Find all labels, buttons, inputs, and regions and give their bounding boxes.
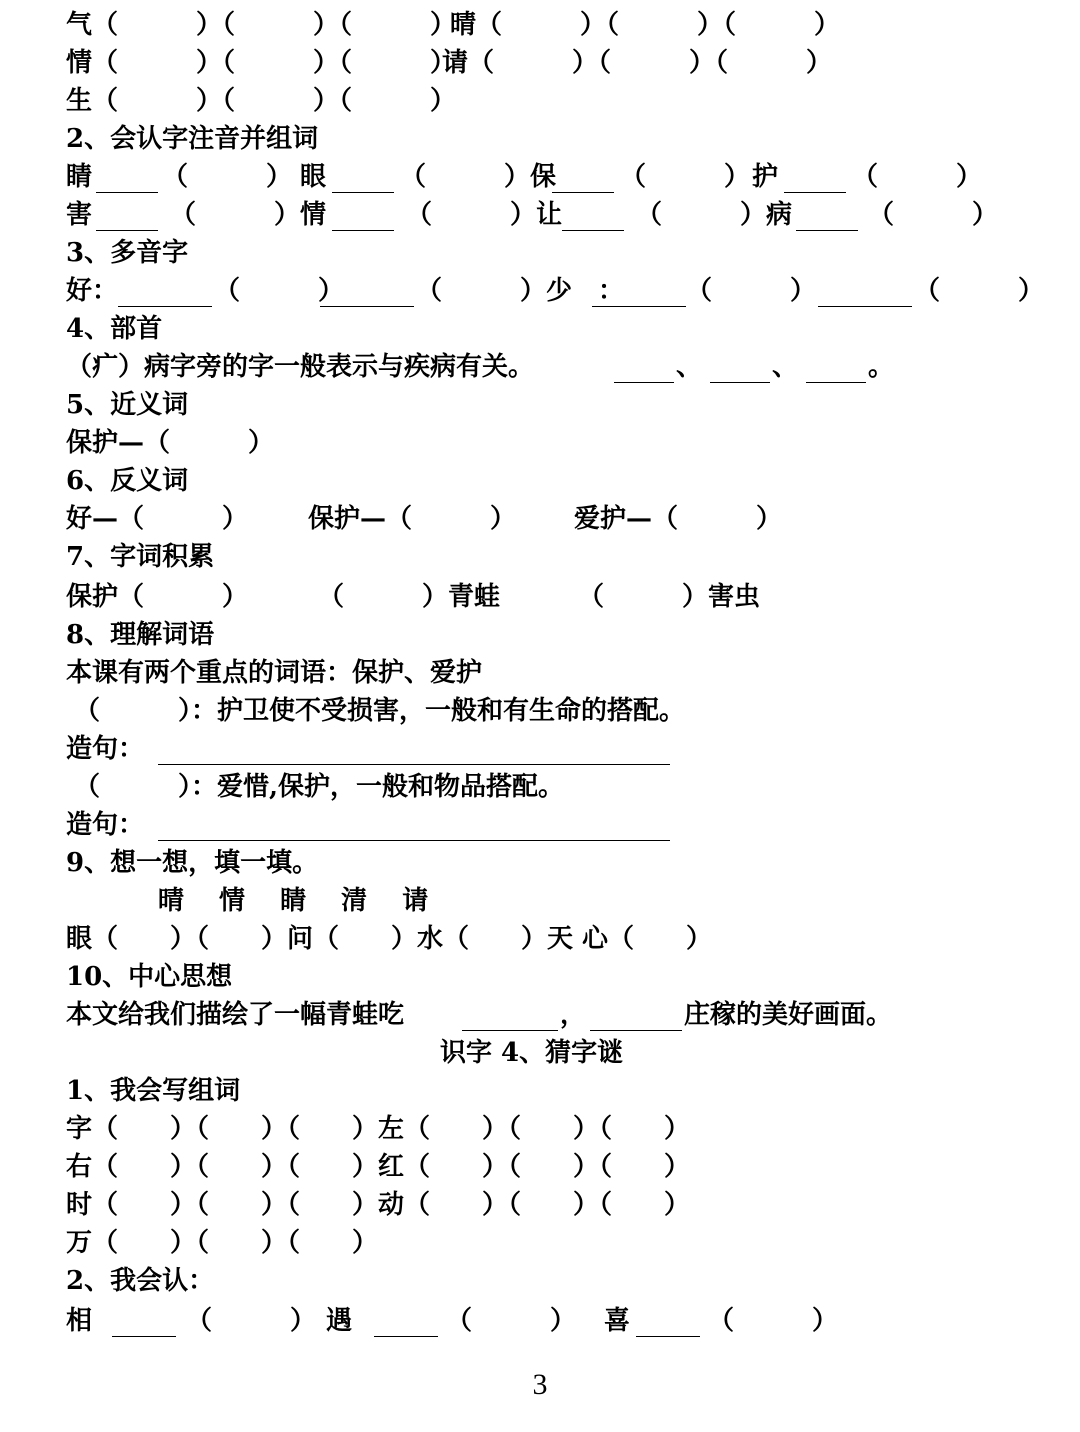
line-text: （ ） (170, 200, 301, 230)
line-text: 3、多音字 (66, 238, 189, 268)
line-text: （ ）保 (400, 162, 557, 192)
line-text: 气（ ）（ ）（ ） (66, 10, 457, 40)
line-text: 、 (772, 352, 799, 382)
answer-blank[interactable] (374, 1336, 438, 1337)
line-text: 眼 (300, 162, 327, 192)
line-text: （ ）：爱惜,保护，一般和物品搭配。 (74, 772, 565, 802)
line-text: 爱护—（ ） (574, 504, 783, 534)
section-title: 识字 4、猜字谜 (440, 1038, 624, 1068)
answer-blank[interactable] (118, 306, 212, 307)
line-text: 本课有两个重点的词语：保护、爱护 (66, 658, 483, 688)
line-text: 6、反义词 (66, 466, 189, 496)
line-text: 5、近义词 (66, 390, 189, 420)
line-text: 2、我会认： (66, 1266, 215, 1296)
line-text: 好： (66, 276, 119, 306)
answer-blank[interactable] (96, 230, 158, 231)
answer-blank[interactable] (552, 192, 614, 193)
line-text: 病 (766, 200, 793, 230)
line-text: ， (560, 1000, 587, 1030)
line-text: 。 (868, 352, 895, 382)
answer-blank[interactable] (784, 192, 846, 193)
answer-blank[interactable] (562, 230, 624, 231)
line-text: 1、我会写组词 (66, 1076, 241, 1106)
line-text: 情（ ）（ ）（ ） (66, 48, 457, 78)
line-text: （ ） (214, 276, 345, 306)
line-text: （ ） (686, 276, 817, 306)
line-text: （ ） (186, 1306, 317, 1336)
answer-blank[interactable] (332, 192, 394, 193)
line-text: 字（ ）（ ）（ ）左（ ）（ ）（ ） (66, 1114, 691, 1144)
line-text: 晴（ ）（ ）（ ） (450, 10, 841, 40)
answer-blank[interactable] (806, 382, 866, 383)
line-text: （ ） (446, 1306, 577, 1336)
line-text: 护 (752, 162, 779, 192)
answer-blank[interactable] (796, 230, 858, 231)
line-text: 4、部首 (66, 314, 163, 344)
sentence-blank[interactable] (158, 840, 670, 841)
line-text: 造句： (66, 734, 145, 764)
line-text: 相 (66, 1306, 93, 1336)
answer-blank[interactable] (818, 306, 912, 307)
line-text: （ ） (914, 276, 1045, 306)
line-text: 保护—（ ） (308, 504, 517, 534)
line-text: （ ） (852, 162, 983, 192)
line-text: 喜 (604, 1306, 631, 1336)
line-text: （ ）让 (406, 200, 563, 230)
answer-blank[interactable] (320, 306, 414, 307)
line-text: 10、中心思想 (66, 962, 233, 992)
line-text: 万（ ）（ ）（ ） (66, 1228, 379, 1258)
line-text: （ ） (708, 1306, 839, 1336)
line-text: 晴 情 睛 清 请 (158, 886, 429, 916)
answer-blank[interactable] (332, 230, 394, 231)
line-text: 保护—（ ） (66, 428, 275, 458)
line-text: 2、会认字注音并组词 (66, 124, 319, 154)
answer-blank[interactable] (592, 306, 686, 307)
line-text: 好—（ ） (66, 504, 249, 534)
answer-blank[interactable] (462, 1030, 558, 1031)
line-text: （ ） (636, 200, 767, 230)
answer-blank[interactable] (710, 382, 770, 383)
line-text: 时（ ）（ ）（ ）动（ ）（ ）（ ） (66, 1190, 691, 1220)
answer-blank[interactable] (96, 192, 158, 193)
page-number: 3 (532, 1368, 548, 1401)
line-text: 7、字词积累 (66, 542, 215, 572)
line-text: （疒）病字旁的字一般表示与疾病有关。 (66, 352, 535, 382)
line-text: （ ） (162, 162, 293, 192)
answer-blank[interactable] (112, 1336, 176, 1337)
line-text: 保护（ ） (66, 582, 249, 612)
line-text: 情 (300, 200, 327, 230)
line-text: （ ） (868, 200, 999, 230)
line-text: 睛 (66, 162, 93, 192)
line-text: （ ）少 ： (416, 276, 625, 306)
line-text: 造句： (66, 810, 145, 840)
line-text: 眼（ ）（ ）问（ ）水（ ）天 心（ ） (66, 924, 713, 954)
line-text: 右（ ）（ ）（ ）红（ ）（ ）（ ） (66, 1152, 691, 1182)
sentence-blank[interactable] (158, 764, 670, 765)
line-text: 遇 (326, 1306, 353, 1336)
line-text: （ ） (620, 162, 751, 192)
line-text: （ ）害虫 (578, 582, 761, 612)
line-text: 害 (66, 200, 93, 230)
line-text: 庄稼的美好画面。 (684, 1000, 893, 1030)
answer-blank[interactable] (636, 1336, 700, 1337)
line-text: 8、理解词语 (66, 620, 215, 650)
line-text: 本文给我们描绘了一幅青蛙吃 (66, 1000, 405, 1030)
line-text: （ ）青蛙 (318, 582, 501, 612)
line-text: 生（ ）（ ）（ ） (66, 86, 457, 116)
line-text: 、 (676, 352, 703, 382)
line-text: （ ）：护卫使不受损害，一般和有生命的搭配。 (74, 696, 686, 726)
line-text: 9、想一想，填一填。 (66, 848, 319, 878)
line-text: 请（ ）（ ）（ ） (442, 48, 833, 78)
answer-blank[interactable] (590, 1030, 682, 1031)
answer-blank[interactable] (614, 382, 674, 383)
